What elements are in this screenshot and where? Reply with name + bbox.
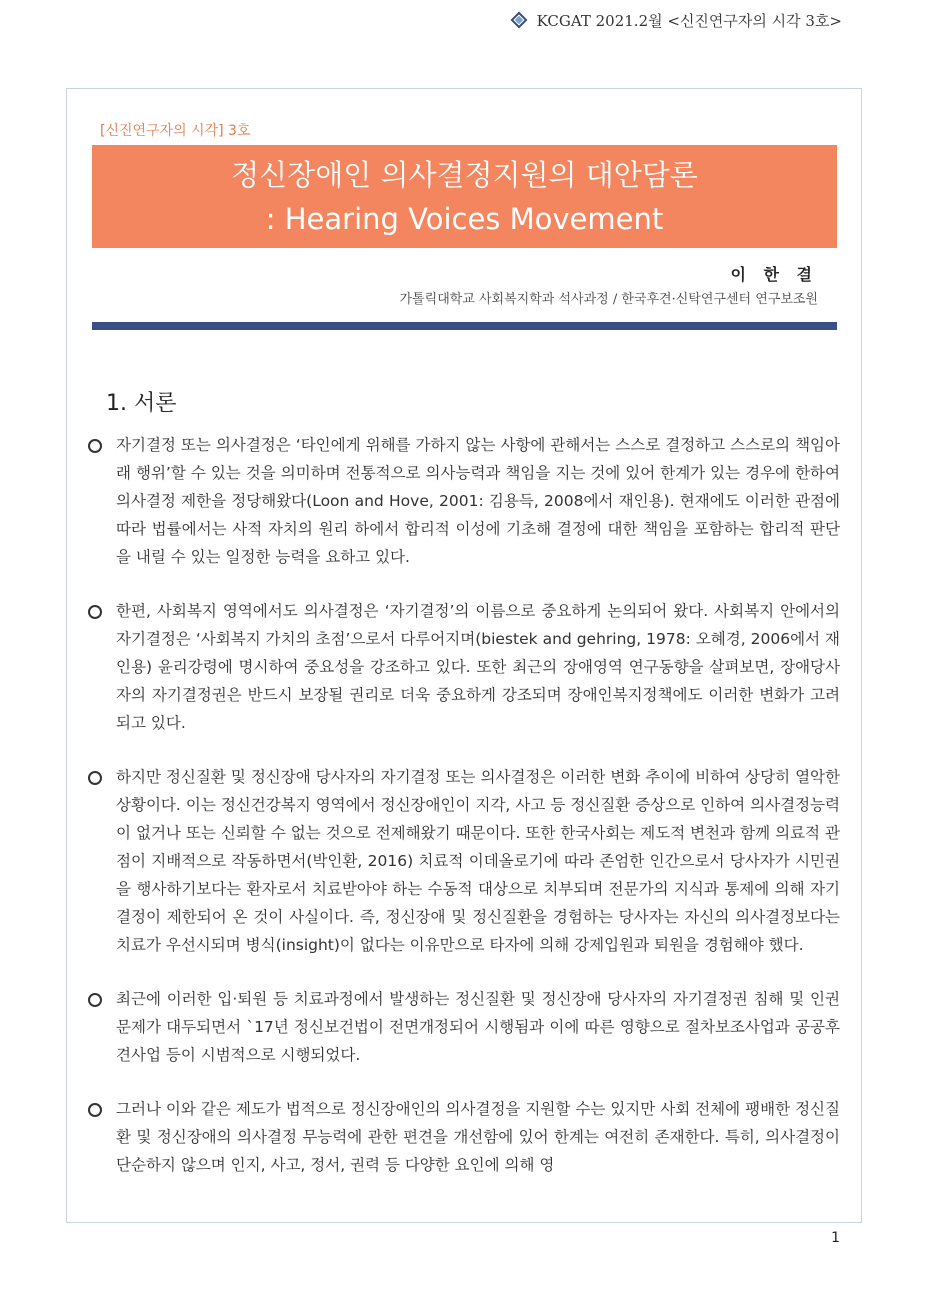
paragraph (88, 431, 840, 571)
circle-bullet-icon (88, 993, 102, 1007)
running-title: KCGAT 2021.2월 <신진연구자의 시각 3호> (536, 11, 842, 30)
paragraph (88, 763, 840, 959)
page-number: 1 (831, 1230, 840, 1246)
body-paragraphs (88, 431, 840, 1205)
circle-bullet-icon (88, 1103, 102, 1117)
author-affiliation: 가톨릭대학교 사회복지학과 석사과정 / 한국후견·신탁연구센터 연구보조원 (399, 292, 818, 307)
category-label: [신진연구자의 시각] 3호 (100, 123, 251, 139)
title-line-1: 정신장애인 의사결정지원의 대안담론 (231, 157, 698, 192)
title-line-2: : Hearing Voices Movement (265, 201, 664, 236)
circle-bullet-icon (88, 771, 102, 785)
paragraph-text: 그러나 이와 같은 제도가 법적으로 정신장애인의 의사결정을 지원할 수는 있지만 사회 전체에 팽배한 정신질환 및 정신장애의 의사결정 무능력에 관한 편견을 개선함에 있어 한계는 여전히 존재한다. 특히, 의사결정이 단순하지 않으며 인지, 사고, 정서, 권력 등 다양한 요인에 의해 영 (116, 1100, 840, 1174)
paragraph (88, 985, 840, 1069)
circle-bullet-icon (88, 605, 102, 619)
diamond-icon (510, 12, 527, 29)
paragraph-text: 최근에 이러한 입·퇴원 등 치료과정에서 발생하는 정신질환 및 정신장애 당사자의 자기결정권 침해 및 인권문제가 대두되면서 `17년 정신보건법이 전면개정되어 시행됨과 이에 따른 영향으로 절차보조사업과 공공후견사업 등이 시범적으로 시행되었다. (116, 990, 840, 1064)
paragraph-text: 하지만 정신질환 및 정신장애 당사자의 자기결정 또는 의사결정은 이러한 변화 추이에 비하여 상당히 열악한 상황이다. 이는 정신건강복지 영역에서 정신장애인이 지각, 사고 등 정신질환 증상으로 인하여 의사결정능력이 없거나 또는 신뢰할 수 없는 것으로 전제해왔기 때문이다. 또한 한국사회는 제도적 변천과 함께 의료적 관점이 지배적으로 작동하면서(박인환, 2016) 치료적 이데올로기에 따라 존엄한 인간으로서 당사자가 시민권을 행사하기보다는 환자로서 치료받아야 하는 수동적 대상으로 치부되며 전문가의 지식과 통제에 의해 자기결정이 제한되어 온 것이 사실이다. 즉, 정신장애 및 정신질환을 경험하는 당사자는 자신의 의사결정보다는 치료가 우선시되며 병식(insight)이 없다는 이유만으로 타자에 의해 강제입원과 퇴원을 경험해야 했다. (116, 768, 840, 954)
title-rule (92, 322, 837, 330)
circle-bullet-icon (88, 439, 102, 453)
section-title: 1. 서론 (106, 391, 177, 416)
paragraph-text: 자기결정 또는 의사결정은 ‘타인에게 위해를 가하지 않는 사항에 관해서는 스스로 결정하고 스스로의 책임아래 행위’할 수 있는 것을 의미하며 전통적으로 의사능력과 책임을 지는 것에 있어 한계가 있는 경우에 한하여 의사결정 제한을 정당해왔다(Loon and Hove, 2001: 김용득, 2008에서 재인용). 현재에도 이러한 관점에 따라 법률에서는 사적 자치의 원리 하에서 합리적 이성에 기초해 결정에 대한 책임을 포함하는 합리적 판단을 내릴 수 있는 일정한 능력을 요하고 있다. (116, 436, 840, 566)
title-banner (92, 145, 837, 248)
paragraph (88, 597, 840, 737)
running-header (513, 0, 842, 40)
paragraph-text: 한편, 사회복지 영역에서도 의사결정은 ‘자기결정’의 이름으로 중요하게 논의되어 왔다. 사회복지 안에서의 자기결정은 ‘사회복지 가치의 초점’으로서 다루어지며(biestek and gehring, 1978: 오혜경, 2006에서 재인용) 윤리강령에 명시하여 중요성을 강조하고 있다. 또한 최근의 장애영역 연구동향을 살펴보면, 장애당사자의 자기결정권은 반드시 보장될 권리로 더욱 중요하게 강조되며 장애인복지정책에도 이러한 변화가 고려되고 있다. (116, 602, 840, 732)
paragraph (88, 1095, 840, 1179)
author-name: 이 한 결 (730, 265, 818, 284)
